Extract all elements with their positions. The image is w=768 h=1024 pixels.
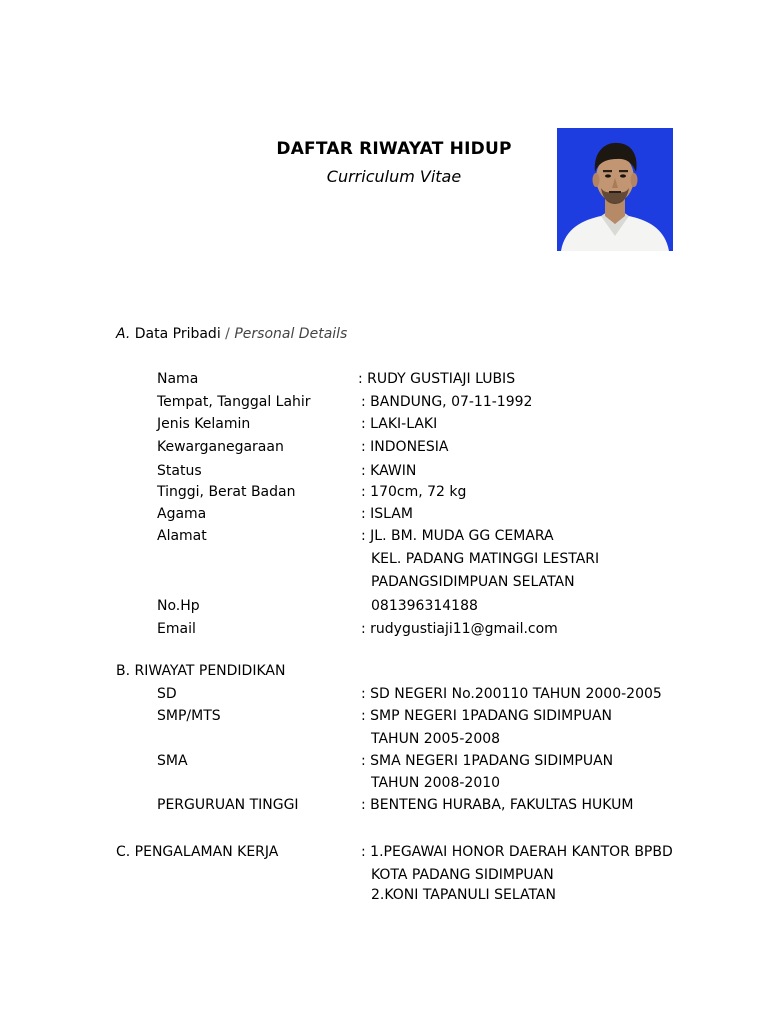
- field-value-kewarganegaraan: : INDONESIA: [361, 439, 449, 455]
- person-photo-icon: [557, 128, 673, 251]
- field-value-jenis-kelamin: : LAKI-LAKI: [361, 416, 438, 432]
- field-label-status: Status: [157, 463, 202, 479]
- field-label-kewarganegaraan: Kewarganegaraan: [157, 439, 284, 455]
- section-a-heading: [116, 326, 347, 342]
- field-label-ttl: Tempat, Tanggal Lahir: [157, 394, 311, 410]
- field-value-agama: : ISLAM: [361, 506, 413, 522]
- field-label-email: Email: [157, 621, 196, 637]
- field-label-nohp: No.Hp: [157, 598, 200, 614]
- field-value-ttl: : BANDUNG, 07-11-1992: [361, 394, 533, 410]
- field-value-tinggi-berat: : 170cm, 72 kg: [361, 484, 467, 500]
- edu-label-pt: PERGURUAN TINGGI: [157, 797, 299, 813]
- edu-value-smp: : SMP NEGERI 1PADANG SIDIMPUAN: [361, 708, 613, 724]
- edu-label-sma: SMA: [157, 753, 188, 769]
- section-a-title: Data Pribadi: [134, 326, 221, 342]
- field-value-status: : KAWIN: [361, 463, 417, 479]
- section-c-heading: C. PENGALAMAN KERJA: [116, 844, 279, 860]
- alamat-line-2: KEL. PADANG MATINGGI LESTARI: [371, 551, 600, 567]
- edu-value-sd: : SD NEGERI No.200110 TAHUN 2000-2005: [361, 686, 662, 702]
- alamat-line-3: PADANGSIDIMPUAN SELATAN: [371, 574, 575, 590]
- field-label-tinggi-berat: Tinggi, Berat Badan: [157, 484, 296, 500]
- field-label-alamat: Alamat: [157, 528, 207, 544]
- work-line-1: : 1.PEGAWAI HONOR DAERAH KANTOR BPBD: [361, 844, 673, 860]
- edu-value-sma: : SMA NEGERI 1PADANG SIDIMPUAN: [361, 753, 614, 769]
- section-a-title-en: Personal Details: [234, 326, 348, 342]
- section-a-separator: /: [220, 326, 235, 342]
- field-value-alamat: : JL. BM. MUDA GG CEMARA: [361, 528, 554, 544]
- edu-label-sd: SD: [157, 686, 177, 702]
- document-title: DAFTAR RIWAYAT HIDUP: [276, 139, 512, 159]
- edu-value-smp-year: TAHUN 2005-2008: [371, 731, 501, 747]
- work-line-3: 2.KONI TAPANULI SELATAN: [371, 887, 556, 903]
- section-b-heading: B. RIWAYAT PENDIDIKAN: [116, 663, 286, 679]
- field-value-nama: : RUDY GUSTIAJI LUBIS: [358, 371, 516, 387]
- edu-value-sma-year: TAHUN 2008-2010: [371, 775, 501, 791]
- field-label-agama: Agama: [157, 506, 207, 522]
- field-label-jenis-kelamin: Jenis Kelamin: [157, 416, 251, 432]
- field-label-nama: Nama: [157, 371, 199, 387]
- document-subtitle: Curriculum Vitae: [326, 167, 462, 186]
- section-a-letter: A.: [116, 326, 131, 342]
- work-line-2: KOTA PADANG SIDIMPUAN: [371, 867, 554, 883]
- edu-value-pt: : BENTENG HURABA, FAKULTAS HUKUM: [361, 797, 634, 813]
- field-value-email: : rudygustiaji11@gmail.com: [361, 621, 558, 637]
- field-value-nohp: 081396314188: [371, 598, 478, 614]
- edu-label-smp: SMP/MTS: [157, 708, 221, 724]
